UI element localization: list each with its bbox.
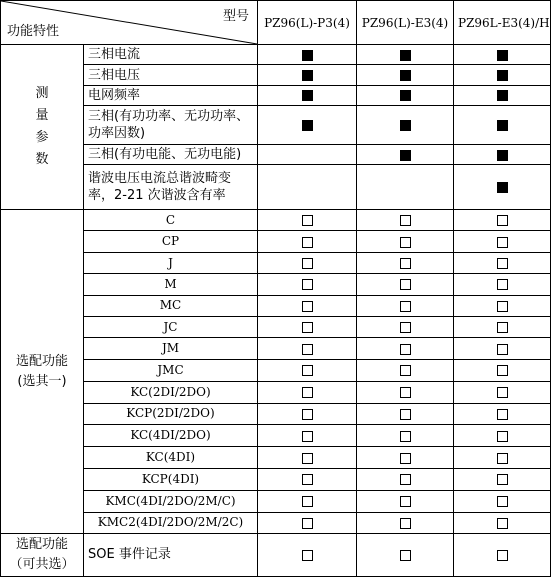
mark-cell bbox=[454, 144, 551, 164]
empty-checkbox-icon bbox=[302, 279, 313, 290]
feature-name: 三相(有功功率、无功功率、功率因数) bbox=[84, 106, 258, 145]
table-row bbox=[1, 85, 551, 105]
feature-name: JM bbox=[84, 338, 258, 359]
filled-square-icon bbox=[400, 150, 411, 161]
mark-cell bbox=[454, 424, 551, 446]
mark-cell bbox=[454, 274, 551, 295]
feature-name: KMC2(4DI/2DO/2M/2C) bbox=[84, 512, 258, 533]
filled-square-icon bbox=[497, 120, 508, 131]
empty-checkbox-icon bbox=[400, 344, 411, 355]
mark-cell bbox=[258, 338, 357, 359]
table-row bbox=[1, 144, 551, 164]
empty-checkbox-icon bbox=[302, 344, 313, 355]
empty-checkbox-icon bbox=[497, 496, 508, 507]
mark-cell bbox=[454, 447, 551, 468]
table-row bbox=[1, 106, 551, 145]
mark-cell bbox=[454, 382, 551, 403]
table-row bbox=[1, 45, 551, 65]
mark-cell bbox=[258, 106, 357, 145]
group-label-line: (选其一) bbox=[17, 373, 67, 389]
empty-checkbox-icon bbox=[497, 453, 508, 464]
feature-name: M bbox=[84, 274, 258, 295]
feature-name: MC bbox=[84, 295, 258, 316]
filled-square-icon bbox=[497, 70, 508, 81]
feature-name: KC(4DI) bbox=[84, 447, 258, 468]
empty-checkbox-icon bbox=[400, 237, 411, 248]
mark-cell bbox=[258, 533, 357, 576]
mark-cell bbox=[454, 252, 551, 273]
mark-cell bbox=[258, 210, 357, 231]
model-column-1: PZ96(L)-P3(4) bbox=[258, 1, 357, 45]
mark-cell bbox=[357, 106, 454, 145]
feature-name: KC(2DI/2DO) bbox=[84, 382, 258, 403]
empty-checkbox-icon bbox=[302, 322, 313, 333]
mark-cell bbox=[258, 468, 357, 490]
table-row bbox=[1, 317, 551, 338]
empty-checkbox-icon bbox=[302, 496, 313, 507]
mark-cell bbox=[357, 447, 454, 468]
empty-checkbox-icon bbox=[400, 431, 411, 442]
mark-cell bbox=[258, 403, 357, 424]
filled-square-icon bbox=[400, 70, 411, 81]
mark-cell bbox=[454, 317, 551, 338]
group-label-line: 数 bbox=[35, 152, 49, 168]
filled-square-icon bbox=[497, 50, 508, 61]
table-row bbox=[1, 252, 551, 273]
table-row bbox=[1, 359, 551, 381]
empty-checkbox-icon bbox=[400, 322, 411, 333]
mark-cell bbox=[357, 338, 454, 359]
group-label-line: 测 bbox=[35, 86, 49, 102]
table-row bbox=[1, 468, 551, 490]
mark-cell bbox=[258, 447, 357, 468]
mark-cell bbox=[454, 106, 551, 145]
model-column-3: PZ96L-E3(4)/H bbox=[454, 1, 551, 45]
mark-cell bbox=[357, 45, 454, 65]
empty-checkbox-icon bbox=[302, 409, 313, 420]
empty-checkbox-icon bbox=[302, 474, 313, 485]
empty-checkbox-icon bbox=[497, 431, 508, 442]
mark-cell bbox=[454, 45, 551, 65]
filled-square-icon bbox=[497, 150, 508, 161]
filled-square-icon bbox=[302, 90, 313, 101]
mark-cell bbox=[454, 403, 551, 424]
group-label-line: 参 bbox=[35, 130, 49, 146]
empty-checkbox-icon bbox=[302, 215, 313, 226]
mark-cell bbox=[454, 295, 551, 316]
table-row bbox=[1, 210, 551, 231]
feature-name: 三相电压 bbox=[84, 65, 258, 85]
group-label-line: （可共选） bbox=[9, 556, 75, 572]
table-row bbox=[1, 65, 551, 85]
mark-cell bbox=[357, 274, 454, 295]
feature-name: 三相电流 bbox=[84, 45, 258, 65]
table-row bbox=[1, 491, 551, 512]
filled-square-icon bbox=[400, 90, 411, 101]
group-label bbox=[1, 210, 84, 534]
empty-checkbox-icon bbox=[497, 258, 508, 269]
filled-square-icon bbox=[302, 50, 313, 61]
feature-name: KCP(2DI/2DO) bbox=[84, 403, 258, 424]
table-row bbox=[1, 382, 551, 403]
empty-checkbox-icon bbox=[302, 365, 313, 376]
table-row bbox=[1, 403, 551, 424]
feature-name: J bbox=[84, 252, 258, 273]
header-row bbox=[1, 1, 551, 45]
mark-cell bbox=[454, 165, 551, 210]
mark-cell bbox=[357, 317, 454, 338]
mark-cell bbox=[357, 85, 454, 105]
empty-checkbox-icon bbox=[400, 258, 411, 269]
mark-cell bbox=[357, 144, 454, 164]
mark-cell bbox=[258, 165, 357, 210]
table-row bbox=[1, 424, 551, 446]
feature-name: SOE 事件记录 bbox=[84, 533, 258, 576]
mark-cell bbox=[454, 533, 551, 576]
mark-cell bbox=[357, 491, 454, 512]
empty-checkbox-icon bbox=[302, 258, 313, 269]
mark-cell bbox=[258, 45, 357, 65]
empty-checkbox-icon bbox=[302, 301, 313, 312]
mark-cell bbox=[258, 512, 357, 533]
empty-checkbox-icon bbox=[400, 279, 411, 290]
feature-name: CP bbox=[84, 231, 258, 252]
empty-checkbox-icon bbox=[400, 387, 411, 398]
mark-cell bbox=[258, 144, 357, 164]
table-row bbox=[1, 231, 551, 252]
empty-checkbox-icon bbox=[400, 474, 411, 485]
mark-cell bbox=[454, 231, 551, 252]
empty-checkbox-icon bbox=[497, 550, 508, 561]
feature-name: 谐波电压电流总谐波畸变率，2-21 次谐波含有率 bbox=[84, 165, 258, 210]
empty-checkbox-icon bbox=[497, 387, 508, 398]
mark-cell bbox=[454, 338, 551, 359]
empty-checkbox-icon bbox=[497, 301, 508, 312]
empty-checkbox-icon bbox=[497, 215, 508, 226]
feature-name: JMC bbox=[84, 359, 258, 381]
mark-cell bbox=[454, 210, 551, 231]
mark-cell bbox=[454, 85, 551, 105]
feature-name: KCP(4DI) bbox=[84, 468, 258, 490]
filled-square-icon bbox=[400, 50, 411, 61]
mark-cell bbox=[357, 65, 454, 85]
empty-checkbox-icon bbox=[497, 237, 508, 248]
group-label-line: 选配功能 bbox=[15, 536, 68, 552]
mark-cell bbox=[357, 231, 454, 252]
mark-cell bbox=[454, 359, 551, 381]
mark-cell bbox=[258, 85, 357, 105]
table-row bbox=[1, 274, 551, 295]
table-body bbox=[1, 45, 551, 577]
empty-checkbox-icon bbox=[302, 431, 313, 442]
table-row bbox=[1, 447, 551, 468]
empty-checkbox-icon bbox=[497, 518, 508, 529]
group-label bbox=[1, 533, 84, 576]
empty-checkbox-icon bbox=[302, 453, 313, 464]
mark-cell bbox=[357, 512, 454, 533]
empty-checkbox-icon bbox=[497, 409, 508, 420]
filled-square-icon bbox=[400, 120, 411, 131]
feature-name: C bbox=[84, 210, 258, 231]
mark-cell bbox=[357, 382, 454, 403]
filled-square-icon bbox=[497, 182, 508, 193]
mark-cell bbox=[357, 210, 454, 231]
empty-checkbox-icon bbox=[302, 518, 313, 529]
empty-checkbox-icon bbox=[400, 518, 411, 529]
mark-cell bbox=[258, 252, 357, 273]
empty-checkbox-icon bbox=[497, 474, 508, 485]
empty-checkbox-icon bbox=[302, 387, 313, 398]
mark-cell bbox=[258, 424, 357, 446]
mark-cell bbox=[454, 512, 551, 533]
feature-name: KMC(4DI/2DO/2M/C) bbox=[84, 491, 258, 512]
mark-cell bbox=[357, 359, 454, 381]
table-row bbox=[1, 338, 551, 359]
model-header-label: 型号 bbox=[222, 9, 249, 24]
group-label bbox=[1, 45, 84, 210]
filled-square-icon bbox=[302, 120, 313, 131]
filled-square-icon bbox=[302, 70, 313, 81]
mark-cell bbox=[454, 65, 551, 85]
feature-name: 电网频率 bbox=[84, 85, 258, 105]
empty-checkbox-icon bbox=[497, 279, 508, 290]
empty-checkbox-icon bbox=[400, 365, 411, 376]
mark-cell bbox=[258, 491, 357, 512]
empty-checkbox-icon bbox=[302, 550, 313, 561]
empty-checkbox-icon bbox=[400, 409, 411, 420]
table-row bbox=[1, 512, 551, 533]
feature-name: 三相(有功电能、无功电能) bbox=[84, 144, 258, 164]
model-column-2: PZ96(L)-E3(4) bbox=[357, 1, 454, 45]
empty-checkbox-icon bbox=[497, 322, 508, 333]
group-label-line: 选配功能 bbox=[15, 353, 68, 369]
mark-cell bbox=[357, 295, 454, 316]
filled-square-icon bbox=[497, 90, 508, 101]
empty-checkbox-icon bbox=[497, 365, 508, 376]
empty-checkbox-icon bbox=[302, 237, 313, 248]
empty-checkbox-icon bbox=[497, 344, 508, 355]
group-label-line: 量 bbox=[35, 108, 49, 124]
mark-cell bbox=[357, 468, 454, 490]
diagonal-header-cell bbox=[1, 1, 258, 45]
mark-cell bbox=[258, 274, 357, 295]
empty-checkbox-icon bbox=[400, 215, 411, 226]
feature-header-label: 功能特性 bbox=[7, 24, 60, 39]
empty-checkbox-icon bbox=[400, 496, 411, 507]
mark-cell bbox=[357, 403, 454, 424]
table-row bbox=[1, 295, 551, 316]
table-row bbox=[1, 533, 551, 576]
mark-cell bbox=[454, 491, 551, 512]
mark-cell bbox=[258, 231, 357, 252]
empty-checkbox-icon bbox=[400, 453, 411, 464]
mark-cell bbox=[258, 382, 357, 403]
empty-checkbox-icon bbox=[400, 301, 411, 312]
feature-name: JC bbox=[84, 317, 258, 338]
mark-cell bbox=[258, 359, 357, 381]
empty-checkbox-icon bbox=[400, 550, 411, 561]
mark-cell bbox=[258, 295, 357, 316]
mark-cell bbox=[357, 533, 454, 576]
mark-cell bbox=[258, 317, 357, 338]
mark-cell bbox=[357, 252, 454, 273]
mark-cell bbox=[454, 468, 551, 490]
table-row bbox=[1, 165, 551, 210]
feature-name: KC(4DI/2DO) bbox=[84, 424, 258, 446]
mark-cell bbox=[357, 165, 454, 210]
mark-cell bbox=[258, 65, 357, 85]
mark-cell bbox=[357, 424, 454, 446]
